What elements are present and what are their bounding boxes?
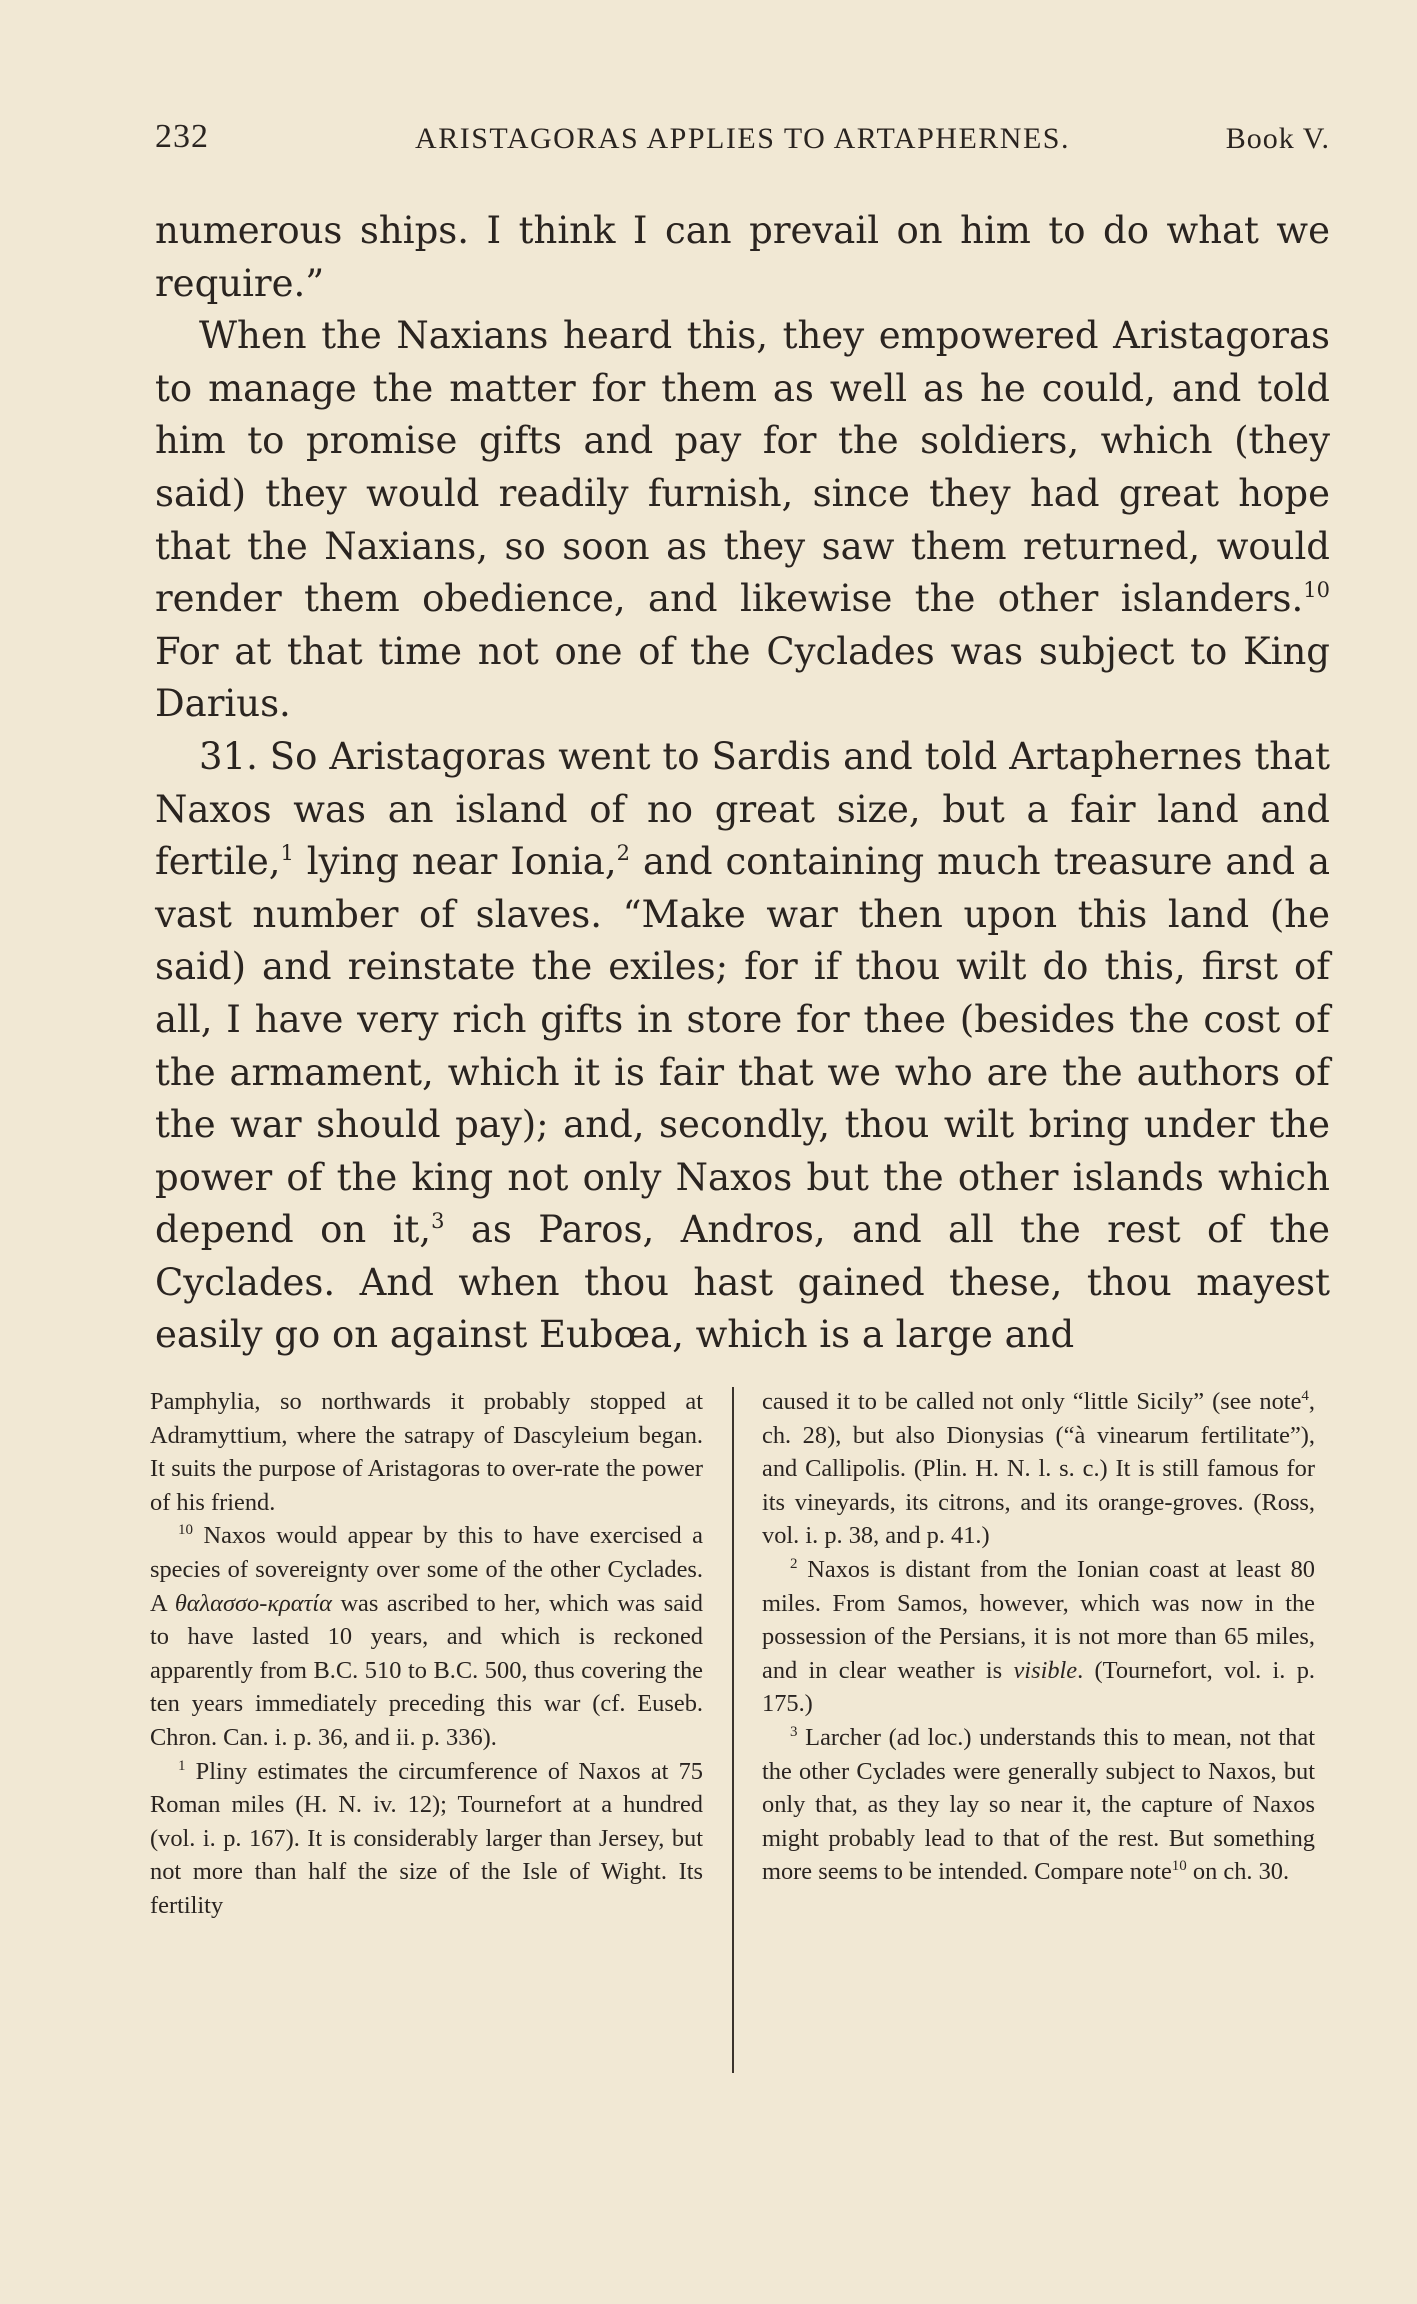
book-label: Book V. xyxy=(1225,122,1330,155)
footnote-2-number: 2 xyxy=(790,1555,798,1572)
footnote-3-text-a: Larcher (ad loc.) understands this to mean, not that the other Cyclades were generally subject to Naxos, but only that, as they lay so near it, the capture of Naxos might probably lead to that of the rest. But something more seems to be intended. Compare note xyxy=(762,1723,1315,1886)
paragraph-continuation: numerous ships. I think I can prevail on him to do what we require.” xyxy=(155,209,1330,305)
footnote-1 xyxy=(150,1755,703,1923)
footnotes-left-column xyxy=(150,1385,703,2073)
footnote-1-continuation xyxy=(762,1385,1315,1553)
footnote-ref-3: 3 xyxy=(431,1209,445,1234)
footnote-1-cont-text-b: , ch. 28), but also Dionysias (“à vinearum fertilitate”), and Callipolis. (Plin. H. N. l. s. c.) It is still famous for its vineyards, its citrons, and its orange-groves. (Ross, vol. i. p. 38, and p. 41.) xyxy=(762,1388,1315,1550)
footnote-10-text-b: was ascribed to her, which was said to have lasted 10 years, and which is reckoned apparently from B.C. 510 to B.C. 500, thus covering the ten years immediately preceding this war (cf. Euseb. Chron. Can. i. p. 36, and ii. p. 336). xyxy=(150,1589,703,1751)
footnote-1-cont-text-a: caused it to be called not only “little Sicily” (see note xyxy=(762,1388,1302,1415)
footnote-ref-10: 10 xyxy=(1303,578,1330,603)
paragraph-naxians-text-a: When the Naxians heard this, they empowered Aristagoras to manage the matter for them as well as he could, and told him to promise gifts and pay for the soldiers, which (they said) they would readily furnish, since they had great hope that the Naxians, so soon as they saw them returned, would render them obedience, and likewise the other islanders. xyxy=(155,314,1330,621)
footnotes-right-column xyxy=(762,1385,1315,2073)
footnote-2-text-b: . (Tournefort, vol. i. p. 175.) xyxy=(762,1656,1315,1718)
footnote-2-text-a: Naxos is distant from the Ionian coast at least 80 miles. From Samos, however, which was now in the possession of the Persians, it is not more than 65 miles, and in clear weather is xyxy=(762,1555,1315,1684)
page-number: 232 xyxy=(155,118,209,155)
footnote-3-number: 3 xyxy=(790,1723,798,1740)
footnote-10 xyxy=(150,1519,703,1754)
footnote-10-greek: θαλασσο-κρατία xyxy=(174,1589,332,1617)
footnote-ref-2: 2 xyxy=(616,841,630,866)
note-ref-4: 4 xyxy=(1301,1388,1309,1404)
paragraph-naxians xyxy=(155,310,1330,731)
column-divider xyxy=(732,1387,734,2073)
paragraph-naxians-text-b: For at that time not one of the Cyclades was subject to King Darius. xyxy=(155,629,1330,726)
main-text xyxy=(155,205,1330,1362)
footnote-3 xyxy=(762,1721,1315,1889)
paragraph-31-text-d: as Paros, Andros, and all the rest of the Cyclades. And when thou hast gained these, thou mayest easily go on against Eubœa, which is a large and xyxy=(155,1208,1330,1357)
footnote-10-number: 10 xyxy=(178,1522,193,1539)
paragraph-31-text-c: and containing much treasure and a vast number of slaves. “Make war then upon this land (he said) and reinstate the exiles; for if thou wilt do this, first of all, I have very rich gifts in store for thee (besides the cost of the armament, which it is fair that we who are the authors of the war should pay); and, secondly, thou wilt bring under the power of the king not only Naxos but the other islands which depend on it, xyxy=(155,840,1331,1252)
footnote-2-italic: visible xyxy=(1013,1656,1078,1684)
footnote-10-text-a: Naxos would appear by this to have exercised a species of sovereignty over some of the other Cyclades. A xyxy=(150,1522,703,1617)
footnote-2 xyxy=(762,1553,1315,1721)
footnote-ref-1: 1 xyxy=(280,841,294,866)
footnote-1-number: 1 xyxy=(178,1757,186,1774)
running-header xyxy=(155,118,1330,168)
footnotes xyxy=(150,1385,1315,2073)
note-ref-10: 10 xyxy=(1171,1858,1187,1875)
footnote-continuation: Pamphylia, so northwards it probably stopped at Adramyttium, where the satrapy of Dascyleium began. It suits the purpose of Aristagoras to over-rate the power of his friend. xyxy=(150,1388,703,1516)
paragraph-31 xyxy=(155,731,1330,1362)
paragraph-31-text-b: lying near Ionia, xyxy=(293,840,617,884)
running-title: ARISTAGORAS APPLIES TO ARTAPHERNES. xyxy=(415,122,1070,155)
footnote-3-text-b: on ch. 30. xyxy=(1186,1858,1290,1886)
footnote-1-text: Pliny estimates the circumference of Naxos at 75 Roman miles (H. N. iv. 12); Tournefort at a hundred (vol. i. p. 167). It is considerably larger than Jersey, but not more than half the size of the Isle of Wight. Its fertility xyxy=(150,1757,703,1919)
paragraph-31-text-a: 31. So Aristagoras went to Sardis and told Artaphernes that Naxos was an island of no great size, but a fair land and fertile, xyxy=(155,734,1330,884)
